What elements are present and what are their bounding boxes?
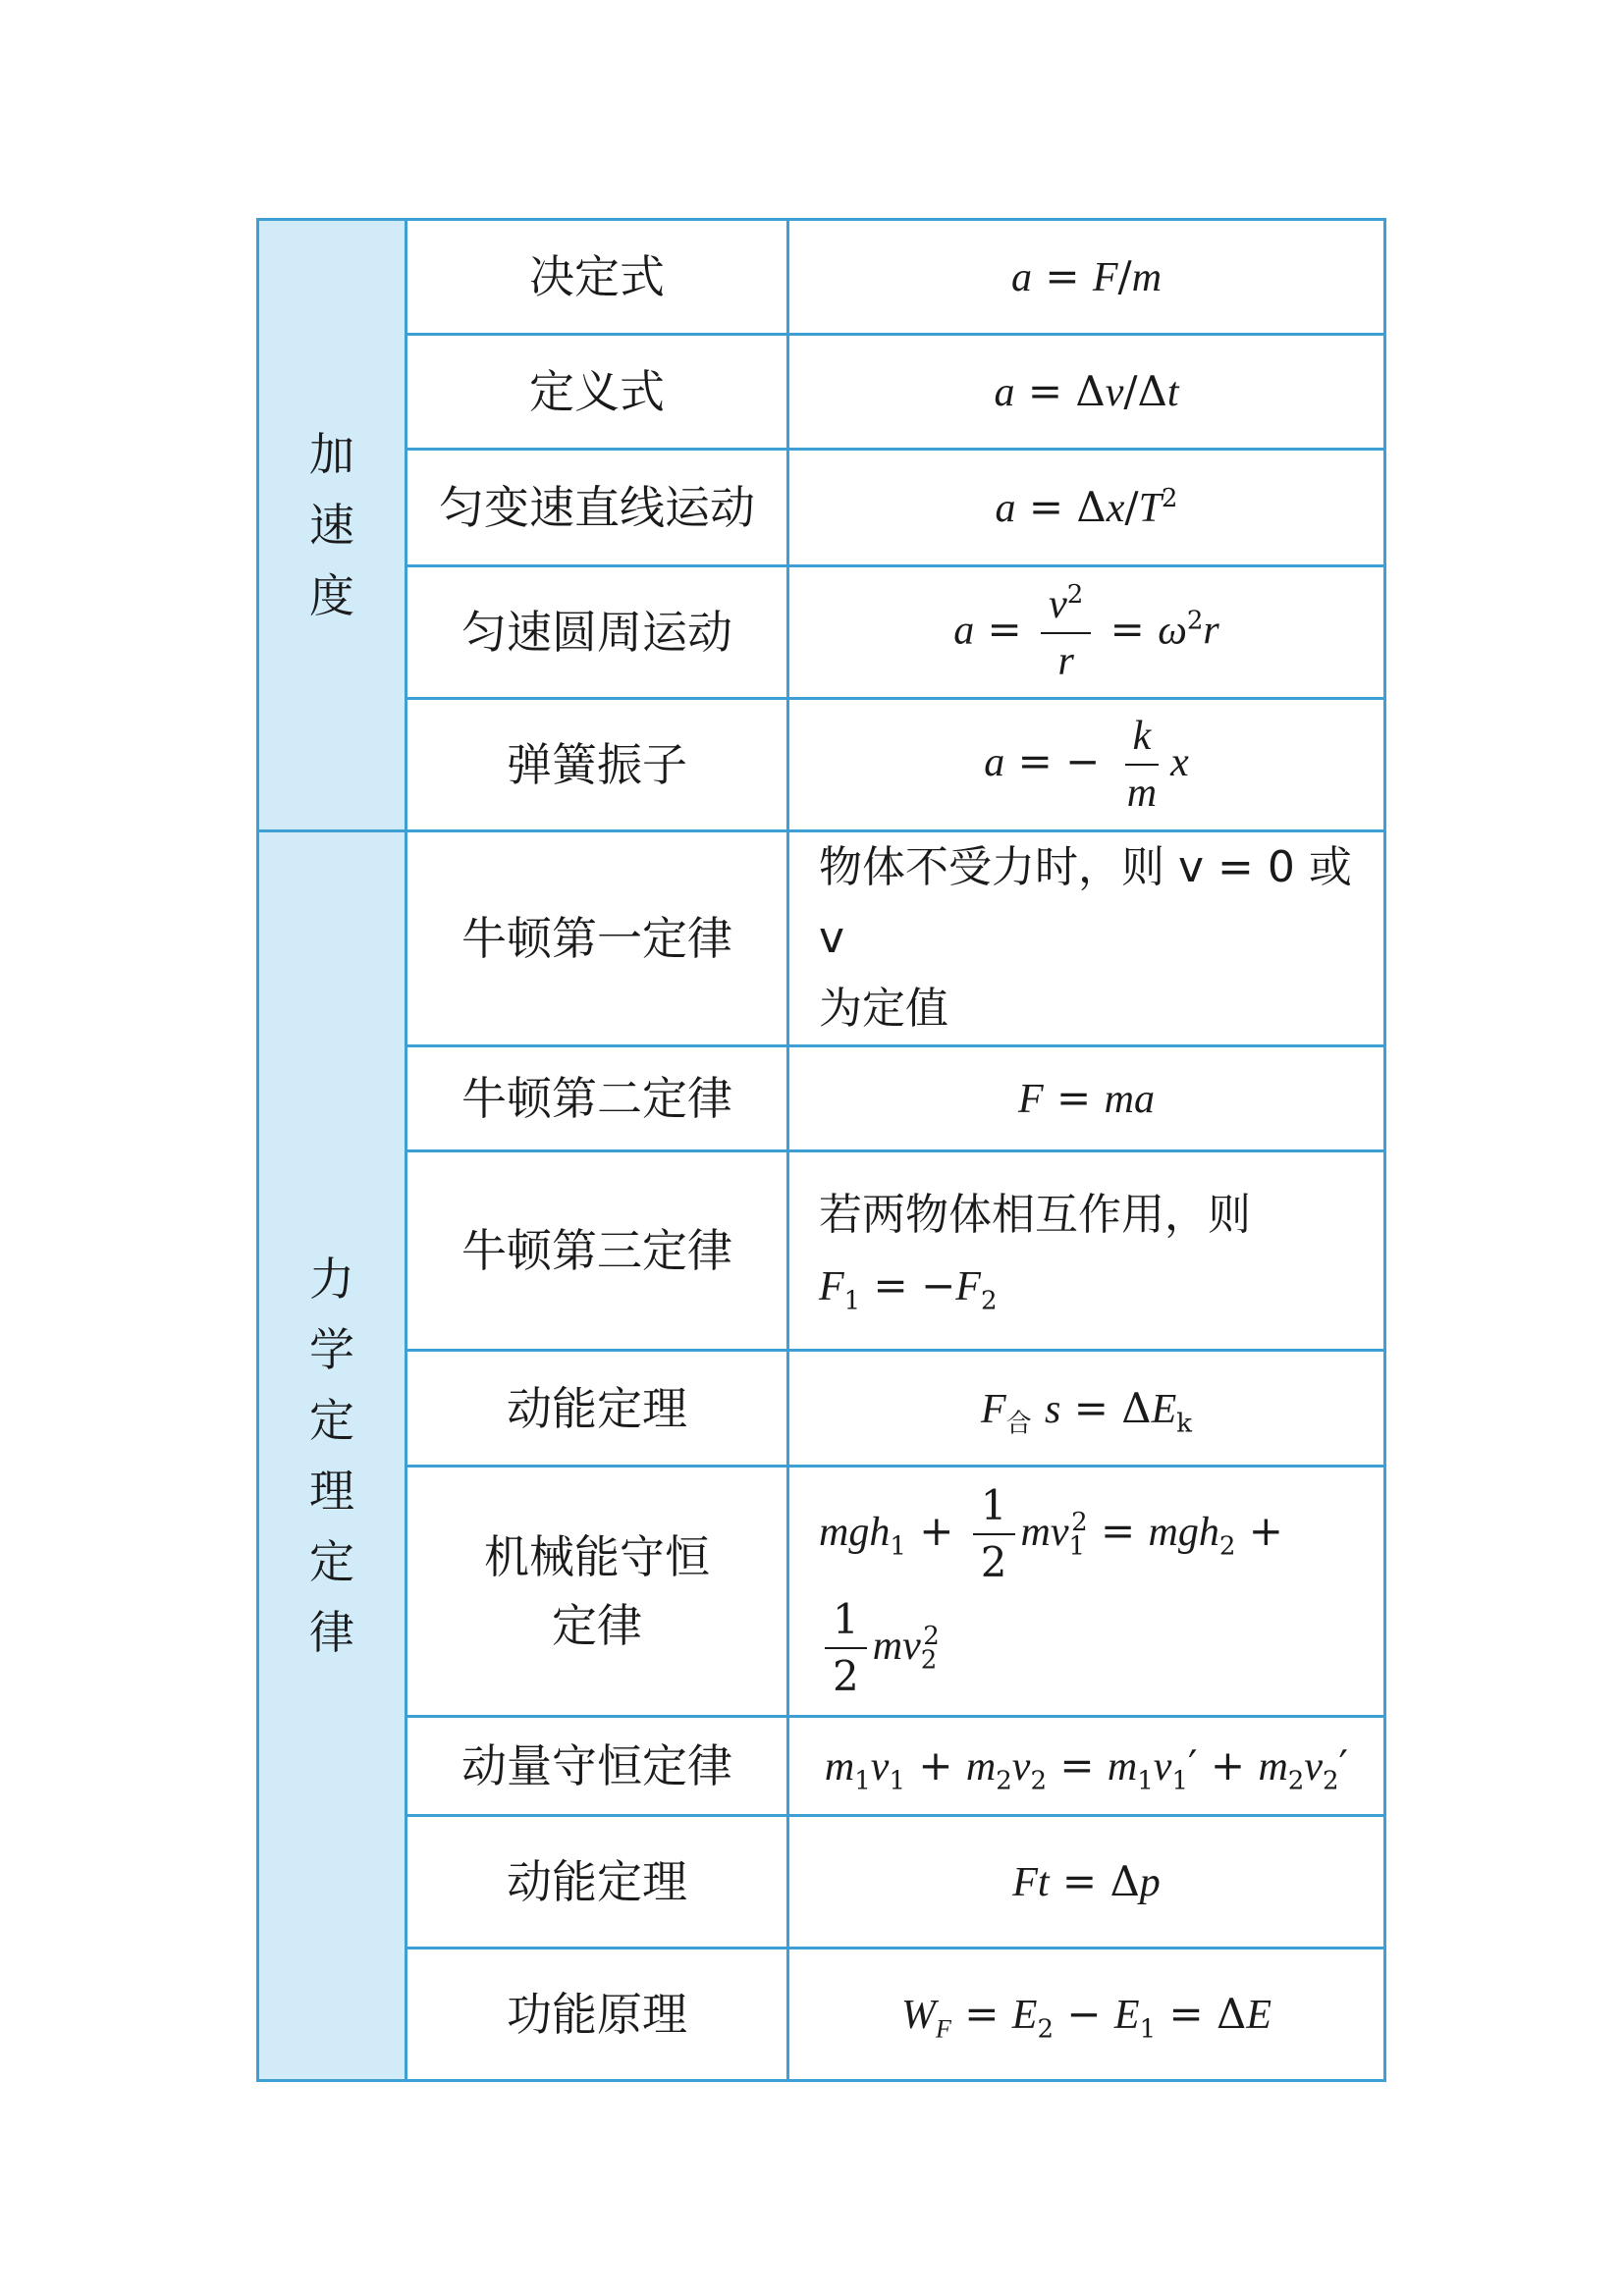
table-row bbox=[258, 1717, 1385, 1816]
row-formula bbox=[788, 831, 1385, 1046]
category-char: 定 bbox=[309, 1394, 354, 1447]
row-formula: mgh$_1$ + $\frac{1}{2}$ $mv_1^2 = mgh_2$ + $\frac{1}{2}$ $mv_2^2$ bbox=[788, 1467, 1385, 1717]
row-name: 动量守恒定律 bbox=[406, 1717, 788, 1816]
table-row bbox=[258, 566, 1385, 699]
category-mechanics bbox=[258, 831, 406, 2081]
row-name: 牛顿第三定律 bbox=[406, 1151, 788, 1351]
table-row bbox=[258, 1816, 1385, 1949]
formula-text-line: 为定值 bbox=[819, 984, 948, 1034]
category-acceleration bbox=[258, 220, 406, 831]
row-name: 匀变速直线运动 bbox=[406, 450, 788, 566]
formula-text-line: 物体不受力时，则 v = 0 或 v bbox=[819, 842, 1352, 963]
row-name-line: 机械能守恒 bbox=[484, 1530, 710, 1583]
table-row bbox=[258, 831, 1385, 1046]
category-char: 度 bbox=[309, 569, 354, 622]
row-name: 匀速圆周运动 bbox=[406, 566, 788, 699]
row-formula: $a = \Delta x/T^2$ bbox=[788, 450, 1385, 566]
row-name: 定义式 bbox=[406, 335, 788, 450]
row-formula: a = − $\frac{k}{m}$ x bbox=[788, 699, 1385, 831]
category-char: 律 bbox=[309, 1606, 354, 1659]
table-row bbox=[258, 1949, 1385, 2081]
table-row bbox=[258, 335, 1385, 450]
row-formula: 若两物体相互作用，则 $F_1 = -F_2$ bbox=[788, 1151, 1385, 1351]
table-row bbox=[258, 1467, 1385, 1717]
table-row bbox=[258, 1046, 1385, 1151]
row-formula: a = F/m bbox=[788, 220, 1385, 335]
row-name bbox=[406, 1467, 788, 1717]
physics-formula-table bbox=[256, 218, 1386, 2082]
row-name: 弹簧振子 bbox=[406, 699, 788, 831]
formula-text-line: 若两物体相互作用，则 bbox=[819, 1189, 1251, 1240]
table-row bbox=[258, 699, 1385, 831]
row-name: 动能定理 bbox=[406, 1351, 788, 1467]
table-row bbox=[258, 450, 1385, 566]
table-row bbox=[258, 1351, 1385, 1467]
category-char: 学 bbox=[309, 1323, 354, 1376]
category-char: 定 bbox=[309, 1535, 354, 1588]
row-name: 决定式 bbox=[406, 220, 788, 335]
row-name: 牛顿第二定律 bbox=[406, 1046, 788, 1151]
row-formula: $W_F = E_2 - E_1 = \Delta E$ bbox=[788, 1949, 1385, 2081]
row-name: 牛顿第一定律 bbox=[406, 831, 788, 1046]
row-name-line: 定律 bbox=[552, 1599, 642, 1652]
row-formula: a = Δv/Δt bbox=[788, 335, 1385, 450]
row-formula: a = $\frac{v^2}{r}$ = $\omega^2r$ bbox=[788, 566, 1385, 699]
category-char: 力 bbox=[309, 1253, 354, 1306]
row-name: 动能定理 bbox=[406, 1816, 788, 1949]
table-row bbox=[258, 220, 1385, 335]
row-formula: Ft = Δp bbox=[788, 1816, 1385, 1949]
row-formula: $F_合$ $s = \Delta E_k$ bbox=[788, 1351, 1385, 1467]
table-row bbox=[258, 1151, 1385, 1351]
row-formula: $m_1v_1 + m_2v_2 = m_1v_1' + m_2v_2'$ bbox=[788, 1717, 1385, 1816]
category-char: 速 bbox=[309, 499, 354, 552]
row-formula: F = ma bbox=[788, 1046, 1385, 1151]
category-char: 理 bbox=[309, 1465, 354, 1518]
row-name: 功能原理 bbox=[406, 1949, 788, 2081]
category-char: 加 bbox=[309, 428, 354, 481]
subscript-he: 合 bbox=[1005, 1408, 1032, 1438]
